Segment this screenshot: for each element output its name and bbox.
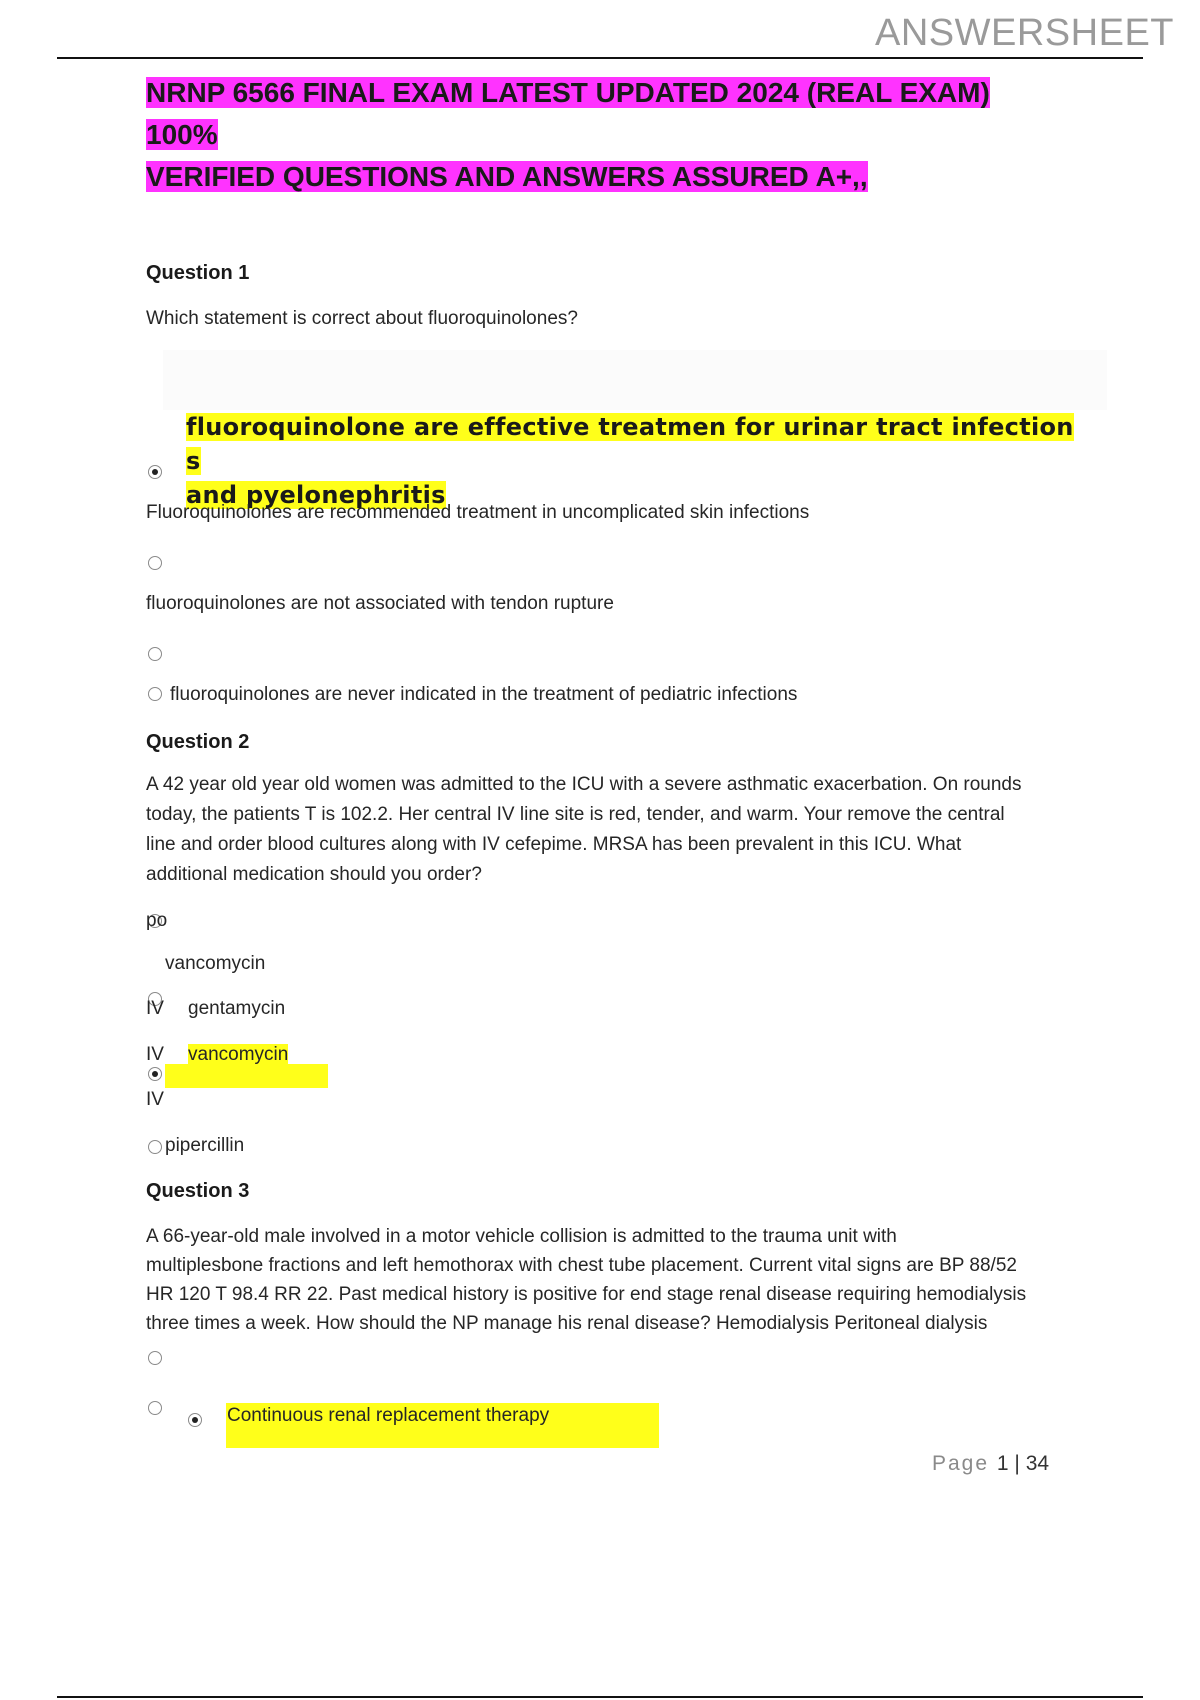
q1-option-d-radio[interactable]: [148, 687, 162, 701]
q1-option-b-radio[interactable]: [148, 556, 162, 570]
title-line-2: VERIFIED QUESTIONS AND ANSWERS ASSURED A+,,: [146, 161, 868, 192]
q2-prompt-line: today, the patients T is 102.2. Her central IV line site is red, tender, and warm. Your remove the central: [146, 804, 1005, 825]
question-2-heading: Question 2: [146, 731, 250, 753]
q1-option-b-text: Fluoroquinolones are recommended treatment in uncomplicated skin infections: [146, 502, 810, 523]
footer-rule: [57, 1696, 1143, 1698]
q1-option-c-text: fluoroquinolones are not associated with tendon rupture: [146, 593, 614, 614]
q2-option-a-text: vancomycin: [165, 953, 266, 974]
q2-prompt-line: A 42 year old year old women was admitted to the ICU with a severe asthmatic exacerbation. On rounds: [146, 774, 1022, 795]
q2-option-d-radio[interactable]: [148, 1140, 162, 1154]
question-1-heading: Question 1: [146, 262, 250, 284]
q3-prompt-line: HR 120 T 98.4 RR 22. Past medical history is positive for end stage renal disease requiring hemodialysis: [146, 1284, 1027, 1305]
question-3-heading: Question 3: [146, 1180, 250, 1202]
page-total: 34: [1025, 1452, 1050, 1475]
q2-label-po: po: [146, 910, 168, 931]
page-number: Page 1 | 34: [932, 1452, 1050, 1475]
q2-option-d-text: pipercillin: [165, 1135, 245, 1156]
q2-label-iv-3: IV: [146, 1089, 164, 1110]
q2-option-c-radio[interactable]: [148, 1067, 162, 1081]
question-3-prompt: [146, 1222, 1091, 1338]
q2-option-c-label: vancomycin: [188, 1044, 289, 1065]
q2-prompt-line: additional medication should you order?: [146, 864, 482, 885]
q1-answer-line-1: fluoroquinolone are effective treatmen for urinar tract infection s: [186, 413, 1074, 475]
q2-option-c-text: [188, 1044, 288, 1066]
q2-option-b-text: gentamycin: [188, 998, 286, 1019]
question-2-prompt: [146, 770, 1091, 890]
q1-option-a-radio[interactable]: [148, 465, 162, 479]
page-word: Page: [932, 1452, 990, 1475]
title-line-1: NRNP 6566 FINAL EXAM LATEST UPDATED 2024 (REAL EXAM) 100%: [146, 77, 990, 150]
q3-prompt-line: A 66-year-old male involved in a motor vehicle collision is admitted to the trauma unit with: [146, 1226, 897, 1247]
q3-prompt-line: three times a week. How should the NP manage his renal disease? Hemodialysis Peritoneal dialysis: [146, 1313, 988, 1334]
q3-option-b-radio[interactable]: [148, 1401, 162, 1415]
q3-option-c-radio[interactable]: [188, 1413, 202, 1427]
question-1-correct-answer: [186, 410, 1091, 512]
q2-label-iv-1: IV: [146, 998, 164, 1019]
q3-option-c-text: Continuous renal replacement therapy: [227, 1405, 550, 1426]
header-rule: [57, 57, 1143, 59]
q2-answer-highlight: [165, 1064, 328, 1088]
answer-background-panel: [163, 350, 1107, 410]
page-current: 1: [996, 1452, 1009, 1475]
document-title: [146, 72, 1046, 198]
q1-option-c-radio[interactable]: [148, 647, 162, 661]
q1-option-d-text: fluoroquinolones are never indicated in the treatment of pediatric infections: [170, 684, 798, 705]
q2-label-iv-2: IV: [146, 1044, 164, 1065]
q3-option-a-radio[interactable]: [148, 1351, 162, 1365]
question-1-prompt: Which statement is correct about fluoroquinolones?: [146, 308, 578, 329]
q2-prompt-line: line and order blood cultures along with IV cefepime. MRSA has been prevalent in this ICU. What: [146, 834, 962, 855]
q3-prompt-line: multiplesbone fractions and left hemothorax with chest tube placement. Current vital signs are BP 88/52: [146, 1255, 1017, 1276]
answersheet-watermark: ANSWERSHEET: [875, 12, 1174, 54]
q1-answer-line-2: and pyelonephritis: [186, 481, 446, 509]
